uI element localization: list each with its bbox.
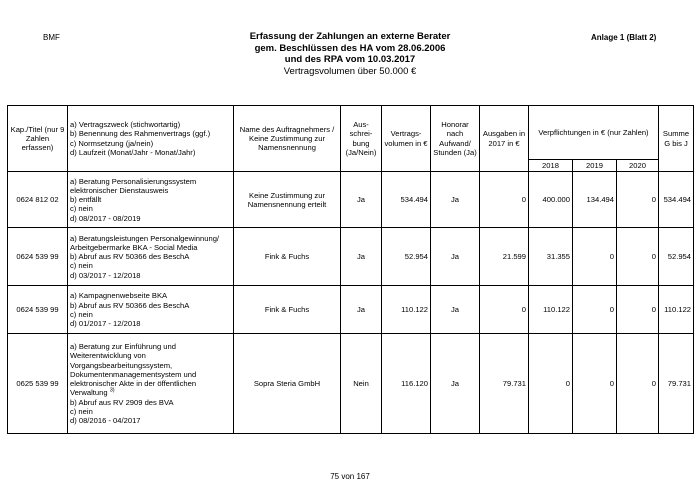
desc-line: a) Beratung Personalisierungssystem [70, 176, 197, 186]
table-row [8, 172, 694, 228]
desc-line: Weiterentwicklung von [70, 351, 146, 361]
desc-line: Vorgangsbearbeitungssystem, [70, 360, 173, 370]
desc-line: d) 01/2017 - 12/2018 [70, 318, 141, 328]
attachment-label: Anlage 1 (Blatt 2) [591, 33, 657, 42]
header-zweck-line: c) Normsetzung (ja/nein) [70, 138, 154, 148]
desc-line: b) entfällt [70, 195, 102, 205]
cell-2018: 400.000 [529, 172, 573, 228]
cell-honorar: Ja [431, 286, 480, 334]
cell-2019: 0 [573, 286, 617, 334]
header-kap: Kap./Titel (nur 9 Zahlen erfassen) [8, 106, 68, 172]
desc-line: a) Kampagnenwebseite BKA [70, 291, 168, 301]
desc-line [70, 388, 231, 397]
header-zweck-line: b) Benennung des Rahmenvertrags (ggf.) [70, 129, 211, 139]
title-subtitle: Vertragsvolumen über 50.000 € [283, 65, 417, 77]
header-zweck-line: a) Vertragszweck (stichwortartig) [70, 120, 181, 130]
cell-2020: 0 [617, 172, 659, 228]
desc-line: c) nein [70, 261, 93, 271]
desc-line-text: Verwaltung [70, 388, 108, 398]
header-ausgaben: Ausgaben in 2017 in € [480, 106, 529, 172]
header-name: Name des Auftragnehmers / Keine Zustimmung zur Namensnennung [234, 106, 341, 172]
header-zweck [68, 106, 234, 172]
desc-line: b) Abruf aus RV 50366 des BeschA [70, 252, 190, 262]
table-header-row [8, 106, 694, 160]
cell-ausschreibung: Nein [341, 334, 382, 434]
cell-summe: 79.731 [659, 334, 694, 434]
cell-desc [68, 172, 234, 228]
title-line: Erfassung der Zahlungen an externe Berater [249, 31, 451, 42]
cell-honorar: Ja [431, 334, 480, 434]
cell-desc [68, 228, 234, 286]
title-line: und des RPA vom 10.03.2017 [284, 54, 416, 65]
cell-2019: 134.494 [573, 172, 617, 228]
desc-line: elektronischer Akte in der öffentlichen [70, 379, 197, 389]
header-year-2018: 2018 [529, 160, 573, 172]
cell-name: Sopra Steria GmbH [234, 334, 341, 434]
footnote-marker: 3) [109, 387, 115, 394]
document-title [200, 31, 500, 77]
cell-honorar: Ja [431, 172, 480, 228]
cell-summe: 534.494 [659, 172, 694, 228]
cell-desc [68, 286, 234, 334]
cell-ausgaben: 0 [480, 286, 529, 334]
desc-line: c) nein [70, 309, 93, 319]
cell-name: Fink & Fuchs [234, 228, 341, 286]
cell-ausschreibung: Ja [341, 228, 382, 286]
desc-line: a) Beratungsleistungen Personalgewinnung/ [70, 233, 220, 243]
cell-kap: 0624 539 99 [8, 228, 68, 286]
cell-ausschreibung: Ja [341, 172, 382, 228]
desc-line: c) nein [70, 406, 93, 416]
payments-table [7, 105, 694, 434]
cell-ausschreibung: Ja [341, 286, 382, 334]
cell-2019: 0 [573, 334, 617, 434]
desc-line: d) 08/2016 - 04/2017 [70, 415, 141, 425]
ministry-label: BMF [43, 33, 60, 42]
table-row [8, 228, 694, 286]
cell-2018: 0 [529, 334, 573, 434]
cell-2018: 31.355 [529, 228, 573, 286]
table-row [8, 334, 694, 434]
header-year-2020: 2020 [617, 160, 659, 172]
cell-desc [68, 334, 234, 434]
cell-2018: 110.122 [529, 286, 573, 334]
cell-volumen: 52.954 [382, 228, 431, 286]
table-row [8, 286, 694, 334]
cell-name: Keine Zustimmung zur Namensnennung erteilt [234, 172, 341, 228]
header-honorar: Honorar nach Aufwand/ Stunden (Ja) [431, 106, 480, 172]
cell-ausgaben: 21.599 [480, 228, 529, 286]
cell-ausgaben: 79.731 [480, 334, 529, 434]
cell-2020: 0 [617, 334, 659, 434]
cell-ausgaben: 0 [480, 172, 529, 228]
cell-kap: 0624 539 99 [8, 286, 68, 334]
desc-line: d) 03/2017 - 12/2018 [70, 270, 141, 280]
header-summe: Summe G bis J [659, 106, 694, 172]
desc-line: Dokumentenmanagementsystem und [70, 369, 197, 379]
desc-line: Arbeitgebermarke BKA - Social Media [70, 242, 198, 252]
cell-summe: 52.954 [659, 228, 694, 286]
page-number: 75 von 167 [330, 472, 370, 481]
cell-volumen: 534.494 [382, 172, 431, 228]
header-year-2019: 2019 [573, 160, 617, 172]
cell-volumen: 110.122 [382, 286, 431, 334]
cell-kap: 0625 539 99 [8, 334, 68, 434]
desc-line: c) nein [70, 204, 93, 214]
cell-honorar: Ja [431, 228, 480, 286]
desc-line: b) Abruf aus RV 2909 des BVA [70, 397, 174, 407]
cell-volumen: 116.120 [382, 334, 431, 434]
header-verpflichtungen: Verpflichtungen in € (nur Zahlen) [529, 106, 659, 160]
desc-line: a) Beratung zur Einführung und [70, 342, 176, 352]
header-ausschreibung: Aus-schrei-bung (Ja/Nein) [341, 106, 382, 172]
cell-summe: 110.122 [659, 286, 694, 334]
cell-2020: 0 [617, 286, 659, 334]
header-volumen: Vertrags-volumen in € [382, 106, 431, 172]
cell-2020: 0 [617, 228, 659, 286]
desc-line: d) 08/2017 - 08/2019 [70, 213, 141, 223]
header-zweck-line: d) Laufzeit (Monat/Jahr - Monat/Jahr) [70, 147, 196, 157]
cell-kap: 0624 812 02 [8, 172, 68, 228]
cell-name: Fink & Fuchs [234, 286, 341, 334]
desc-line: b) Abruf aus RV 50366 des BeschA [70, 300, 190, 310]
title-line: gem. Beschlüssen des HA vom 28.06.2006 [254, 42, 446, 54]
desc-line: elektronischer Dienstausweis [70, 185, 169, 195]
cell-2019: 0 [573, 228, 617, 286]
